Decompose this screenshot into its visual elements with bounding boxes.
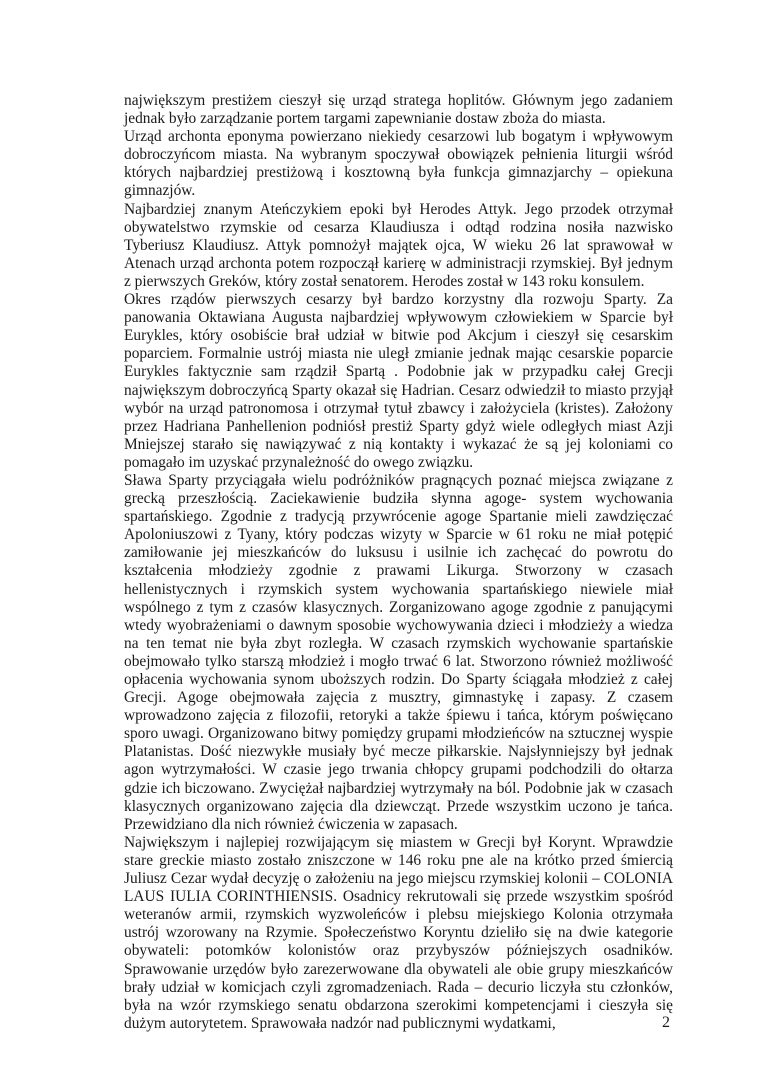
page-number: 2	[662, 1014, 670, 1031]
paragraph-sparta-agoge: Sława Sparty przyciągała wielu podróżników pragnących poznać miejsca związane z grecką przeszłością. Zaciekawienie budziła słynna agoge- system wychowania spartańskiego. Zgodnie z tradycją przywrócenie agoge Spartanie mieli zawdzięczać Apoloniuszowi z Tyany, który podczas wizyty w Sparcie w 61 roku ne miał potępić zamiłowanie jej mieszkańców do luksusu i usilnie ich zachęcać do powrotu do kształcenia młodzieży zgodnie z prawami Likurga. Stworzony w czasach hellenistycznych i rzymskich system wychowania spartańskiego niewiele miał wspólnego z tym z czasów klasycznych. Zorganizowano agoge zgodnie z panującymi wtedy wyobrażeniami o dawnym sposobie wychowywania dzieci i młodzieży a wiedza na ten temat nie była zbyt rozległa. W czasach rzymskich wychowanie spartańskie obejmowało tylko starszą młodzież i mogło trwać 6 lat. Stworzono również możliwość opłacenia wychowania synom uboższych rodzin. Do Sparty ściągała młodzież z całej Grecji. Agoge obejmowała zajęcia z musztry, gimnastykę i zapasy. Z czasem wprowadzono zajęcia z filozofii, retoryki a także śpiewu i tańca, którym poświęcano sporo uwagi. Organizowano bitwy pomiędzy grupami młodzieńców na sztucznej wyspie Platanistas. Dość niezwykłe musiały być mecze piłkarskie. Najsłynniejszy był jednak agon wytrzymałości. W czasie jego trwania chłopcy grupami podchodzili do ołtarza gdzie ich biczowano. Zwyciężał najbardziej wytrzymały na ból. Podobnie jak w czasach klasycznych organizowano zajęcia dla dziewcząt. Przede wszystkim uczono je tańca. Przewidziano dla nich również ćwiczenia w zapasach.	[124, 471, 673, 833]
body-text	[124, 92, 673, 1033]
paragraph-archon-eponymos: Urząd archonta eponyma powierzano niekiedy cesarzowi lub bogatym i wpływowym dobroczyńcom miasta. Na wybranym spoczywał obowiązek pełnienia liturgii wśród których najbardziej prestiżową i kosztowną była funkcja gimnazjarchy – opiekuna gimnazjów.	[124, 128, 673, 200]
paragraph-sparta-rule: Okres rządów pierwszych cesarzy był bardzo korzystny dla rozwoju Sparty. Za panowania Oktawiana Augusta najbardziej wpływowym człowiekiem w Sparcie był Eurykles, który osobiście brał udział w bitwie pod Akcjum i cieszył się cesarskim poparciem. Formalnie ustrój miasta nie uległ zmianie jednak mając cesarskie poparcie Eurykles faktycznie sam rządził Spartą . Podobnie jak w przypadku całej Grecji największym dobroczyńcą Sparty okazał się Hadrian. Cesarz odwiedził to miasto przyjął wybór na urząd patronomosa i otrzymał tytuł zbawcy i założyciela (kristes). Założony przez Hadriana Panhellenion podniósł prestiż Sparty gdyż wiele odległych miast Azji Mniejszej starało się nawiązywać z nią kontakty i wykazać że są jej koloniami co pomagało im uzyskać przynależność do owego związku.	[124, 291, 673, 471]
paragraph-herodes-attyk: Najbardziej znanym Ateńczykiem epoki był Herodes Attyk. Jego przodek otrzymał obywatelstwo rzymskie od cesarza Klaudiusza i odtąd rodzina nosiła nazwisko Tyberiusz Klaudiusz. Attyk pomnożył majątek ojca, W wieku 26 lat sprawował w Atenach urząd archonta potem rozpoczął karierę w administracji rzymskiej. Był jednym z pierwszych Greków, który został senatorem. Herodes został w 143 roku konsulem.	[124, 200, 673, 290]
paragraph-strategos: największym prestiżem cieszył się urząd stratega hoplitów. Głównym jego zadaniem jednak było zarządzanie portem targami zapewnianie dostaw zboża do miasta.	[124, 92, 673, 128]
paragraph-korynt: Największym i najlepiej rozwijającym się miastem w Grecji był Korynt. Wprawdzie stare greckie miasto zostało zniszczone w 146 roku pne ale na krótko przed śmiercią Juliusz Cezar wydał decyzję o założeniu na jego miejscu rzymskiej kolonii – COLONIA LAUS IULIA CORINTHIENSIS. Osadnicy rekrutowali się przede wszystkim spośród weteranów armii, rzymskich wyzwoleńców i plebsu miejskiego Kolonia otrzymała ustrój wzorowany na Rzymie. Społeczeństwo Koryntu dzieliło się na dwie kategorie obywateli: potomków kolonistów oraz przybyszów późniejszych osadników. Sprawowanie urzędów było zarezerwowane dla obywateli ale obie grupy mieszkańców brały udział w komicjach czyli zgromadzeniach. Rada – decurio liczyła stu członków, była na wzór rzymskiego senatu obdarzona szerokimi kompetencjami i cieszyła się dużym autorytetem. Sprawowała nadzór nad publicznymi wydatkami,	[124, 833, 673, 1032]
